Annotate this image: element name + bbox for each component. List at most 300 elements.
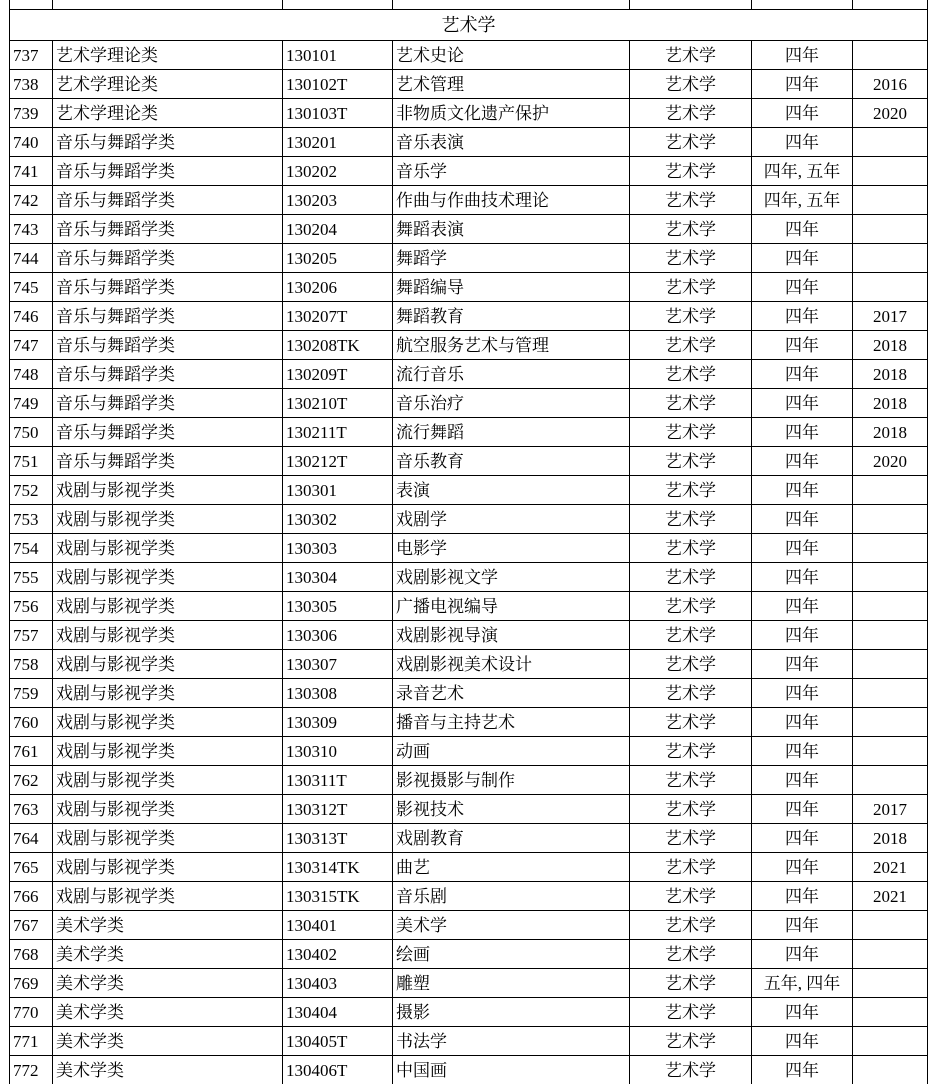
cell-category: 音乐与舞蹈学类	[53, 302, 283, 331]
cell-code: 130208TK	[283, 331, 393, 360]
cell-name: 电影学	[393, 534, 630, 563]
cell-name: 影视摄影与制作	[393, 766, 630, 795]
cell-no: 752	[10, 476, 53, 505]
cell-no: 737	[10, 41, 53, 70]
cell-discipline: 艺术学	[630, 824, 752, 853]
cell-category: 戏剧与影视学类	[53, 853, 283, 882]
table-row	[10, 969, 928, 998]
cell-added-year	[853, 534, 928, 563]
section-title: 艺术学	[10, 10, 928, 41]
cell-name: 流行音乐	[393, 360, 630, 389]
cell-years: 四年	[752, 1027, 853, 1056]
cell-code: 130304	[283, 563, 393, 592]
cell-name: 表演	[393, 476, 630, 505]
cell-added-year: 2018	[853, 418, 928, 447]
cell-years: 四年	[752, 505, 853, 534]
cell-discipline: 艺术学	[630, 70, 752, 99]
cell-no: 748	[10, 360, 53, 389]
cell-name: 播音与主持艺术	[393, 708, 630, 737]
cell-no: 741	[10, 157, 53, 186]
cell-years: 四年	[752, 70, 853, 99]
table-row	[10, 679, 928, 708]
table-row	[10, 534, 928, 563]
cell-no: 747	[10, 331, 53, 360]
cell-category: 音乐与舞蹈学类	[53, 389, 283, 418]
cell-years: 四年	[752, 824, 853, 853]
cell-category: 音乐与舞蹈学类	[53, 447, 283, 476]
cell-no: 740	[10, 128, 53, 157]
cell-added-year	[853, 679, 928, 708]
cell-category: 美术学类	[53, 1056, 283, 1084]
cell-years: 四年, 五年	[752, 186, 853, 215]
cell-name: 艺术管理	[393, 70, 630, 99]
table-row	[10, 476, 928, 505]
cell-name: 音乐剧	[393, 882, 630, 911]
cell-name: 书法学	[393, 1027, 630, 1056]
cell-code: 130404	[283, 998, 393, 1027]
cell-discipline: 艺术学	[630, 911, 752, 940]
cell-category: 戏剧与影视学类	[53, 534, 283, 563]
cell-added-year	[853, 215, 928, 244]
table-row	[10, 766, 928, 795]
cell-added-year: 2021	[853, 853, 928, 882]
cell-code: 130101	[283, 41, 393, 70]
cell-added-year	[853, 1056, 928, 1084]
cell-category: 戏剧与影视学类	[53, 563, 283, 592]
cell-years: 四年	[752, 679, 853, 708]
cell-category: 戏剧与影视学类	[53, 679, 283, 708]
cell-no: 771	[10, 1027, 53, 1056]
cell-code: 130202	[283, 157, 393, 186]
cell-added-year: 2018	[853, 360, 928, 389]
table-row	[10, 621, 928, 650]
cell-added-year	[853, 157, 928, 186]
cell-discipline: 艺术学	[630, 534, 752, 563]
table-row	[10, 70, 928, 99]
cell-years: 四年	[752, 360, 853, 389]
table-row	[10, 273, 928, 302]
cell-category: 戏剧与影视学类	[53, 882, 283, 911]
cell-discipline: 艺术学	[630, 389, 752, 418]
cell-no: 764	[10, 824, 53, 853]
cell-name: 航空服务艺术与管理	[393, 331, 630, 360]
cell-name: 艺术史论	[393, 41, 630, 70]
cell-discipline: 艺术学	[630, 1027, 752, 1056]
cell-no: 758	[10, 650, 53, 679]
cell-discipline: 艺术学	[630, 853, 752, 882]
cell-years: 四年	[752, 418, 853, 447]
cell-code: 130306	[283, 621, 393, 650]
cell-years: 四年	[752, 534, 853, 563]
cell-years: 五年, 四年	[752, 969, 853, 998]
cell-years: 四年	[752, 447, 853, 476]
cell-added-year	[853, 273, 928, 302]
cell-name: 音乐学	[393, 157, 630, 186]
cell-no: 762	[10, 766, 53, 795]
cell-code: 130405T	[283, 1027, 393, 1056]
section-heading-row	[10, 10, 928, 41]
cell-category: 戏剧与影视学类	[53, 708, 283, 737]
table-row	[10, 186, 928, 215]
cell-name: 摄影	[393, 998, 630, 1027]
table-row	[10, 99, 928, 128]
cell-category: 戏剧与影视学类	[53, 621, 283, 650]
cell-added-year	[853, 911, 928, 940]
cell-years: 四年	[752, 331, 853, 360]
cell-code: 130103T	[283, 99, 393, 128]
cell-discipline: 艺术学	[630, 476, 752, 505]
cell-name: 作曲与作曲技术理论	[393, 186, 630, 215]
cell-discipline: 艺术学	[630, 969, 752, 998]
cell-added-year	[853, 0, 928, 10]
cell-no: 753	[10, 505, 53, 534]
cell-no: 769	[10, 969, 53, 998]
table-row	[10, 853, 928, 882]
cell-category: 戏剧与影视学类	[53, 766, 283, 795]
cell-category: 艺术学理论类	[53, 41, 283, 70]
cell-no: 766	[10, 882, 53, 911]
cell-added-year: 2016	[853, 70, 928, 99]
cell-name: 雕塑	[393, 969, 630, 998]
cell-no: 768	[10, 940, 53, 969]
table-row	[10, 447, 928, 476]
cell-code: 130406T	[283, 1056, 393, 1084]
cell-no: 760	[10, 708, 53, 737]
cell-no: 743	[10, 215, 53, 244]
cell-no: 755	[10, 563, 53, 592]
cell-added-year	[853, 940, 928, 969]
cell-name: 舞蹈教育	[393, 302, 630, 331]
cell-added-year: 2020	[853, 99, 928, 128]
cell-years: 四年	[752, 476, 853, 505]
cell-code: 130205	[283, 244, 393, 273]
cell-code: 130303	[283, 534, 393, 563]
cell-discipline: 艺术学	[630, 331, 752, 360]
cell-category: 美术学类	[53, 998, 283, 1027]
cell-discipline: 艺术学	[630, 621, 752, 650]
cell-discipline: 艺术学	[630, 157, 752, 186]
cell-added-year: 2021	[853, 882, 928, 911]
table-row	[10, 592, 928, 621]
cell-no: 757	[10, 621, 53, 650]
cell-code: 130203	[283, 186, 393, 215]
cell-added-year: 2017	[853, 302, 928, 331]
cell-name: 音乐教育	[393, 447, 630, 476]
cell-category: 艺术学理论类	[53, 70, 283, 99]
cell-discipline: 艺术学	[630, 128, 752, 157]
cell-years: 四年	[752, 99, 853, 128]
cell-years: 四年	[752, 766, 853, 795]
table-row	[10, 795, 928, 824]
cell-category: 戏剧与影视学类	[53, 476, 283, 505]
cell-discipline: 艺术学	[630, 940, 752, 969]
cell-years	[752, 0, 853, 10]
cell-category: 戏剧与影视学类	[53, 824, 283, 853]
table-row	[10, 302, 928, 331]
cell-code: 130305	[283, 592, 393, 621]
cell-years: 四年	[752, 302, 853, 331]
cell-discipline: 艺术学	[630, 302, 752, 331]
cell-discipline	[630, 0, 752, 10]
cell-name: 音乐表演	[393, 128, 630, 157]
table-row	[10, 708, 928, 737]
cell-category: 戏剧与影视学类	[53, 505, 283, 534]
cell-category: 音乐与舞蹈学类	[53, 244, 283, 273]
cell-code: 130401	[283, 911, 393, 940]
cell-no: 742	[10, 186, 53, 215]
cell-no: 761	[10, 737, 53, 766]
cell-code: 130301	[283, 476, 393, 505]
cell-discipline: 艺术学	[630, 882, 752, 911]
cell-code: 130314TK	[283, 853, 393, 882]
cell-code: 130212T	[283, 447, 393, 476]
cell-added-year	[853, 476, 928, 505]
cell-code: 130302	[283, 505, 393, 534]
table-row	[10, 650, 928, 679]
cell-added-year	[853, 563, 928, 592]
cell-no: 746	[10, 302, 53, 331]
cell-discipline: 艺术学	[630, 737, 752, 766]
cell-category: 音乐与舞蹈学类	[53, 128, 283, 157]
cell-years: 四年	[752, 998, 853, 1027]
table-row	[10, 824, 928, 853]
table-row-partial-top	[10, 0, 928, 10]
cell-code: 130315TK	[283, 882, 393, 911]
cell-code: 130311T	[283, 766, 393, 795]
cell-no: 754	[10, 534, 53, 563]
cell-no: 765	[10, 853, 53, 882]
cell-no: 767	[10, 911, 53, 940]
majors-table	[9, 0, 928, 1084]
cell-years: 四年	[752, 41, 853, 70]
cell-no: 763	[10, 795, 53, 824]
table-row	[10, 737, 928, 766]
cell-category	[53, 0, 283, 10]
cell-discipline: 艺术学	[630, 650, 752, 679]
cell-code: 130403	[283, 969, 393, 998]
cell-discipline: 艺术学	[630, 244, 752, 273]
cell-discipline: 艺术学	[630, 418, 752, 447]
cell-no: 759	[10, 679, 53, 708]
cell-code: 130402	[283, 940, 393, 969]
cell-name: 戏剧影视美术设计	[393, 650, 630, 679]
table-row	[10, 1027, 928, 1056]
cell-category: 音乐与舞蹈学类	[53, 186, 283, 215]
cell-code: 130209T	[283, 360, 393, 389]
cell-code: 130310	[283, 737, 393, 766]
cell-added-year	[853, 244, 928, 273]
cell-no: 744	[10, 244, 53, 273]
cell-discipline: 艺术学	[630, 273, 752, 302]
cell-added-year	[853, 186, 928, 215]
cell-discipline: 艺术学	[630, 41, 752, 70]
cell-added-year	[853, 650, 928, 679]
cell-added-year: 2018	[853, 824, 928, 853]
cell-name: 戏剧学	[393, 505, 630, 534]
cell-discipline: 艺术学	[630, 505, 752, 534]
cell-years: 四年	[752, 737, 853, 766]
cell-code: 130210T	[283, 389, 393, 418]
cell-added-year	[853, 1027, 928, 1056]
table-row	[10, 331, 928, 360]
cell-no: 750	[10, 418, 53, 447]
cell-category: 美术学类	[53, 1027, 283, 1056]
table-row	[10, 244, 928, 273]
cell-added-year	[853, 41, 928, 70]
cell-category: 音乐与舞蹈学类	[53, 360, 283, 389]
cell-code: 130201	[283, 128, 393, 157]
cell-name: 中国画	[393, 1056, 630, 1084]
cell-years: 四年	[752, 621, 853, 650]
cell-discipline: 艺术学	[630, 1056, 752, 1084]
table-row	[10, 1056, 928, 1084]
cell-category: 音乐与舞蹈学类	[53, 215, 283, 244]
cell-discipline: 艺术学	[630, 795, 752, 824]
cell-discipline: 艺术学	[630, 215, 752, 244]
cell-category: 美术学类	[53, 940, 283, 969]
cell-category: 音乐与舞蹈学类	[53, 418, 283, 447]
cell-discipline: 艺术学	[630, 360, 752, 389]
cell-category: 艺术学理论类	[53, 99, 283, 128]
cell-discipline: 艺术学	[630, 99, 752, 128]
table-row	[10, 389, 928, 418]
table-row	[10, 940, 928, 969]
cell-name: 影视技术	[393, 795, 630, 824]
cell-category: 音乐与舞蹈学类	[53, 157, 283, 186]
cell-name: 舞蹈表演	[393, 215, 630, 244]
cell-name: 广播电视编导	[393, 592, 630, 621]
cell-no: 756	[10, 592, 53, 621]
cell-discipline: 艺术学	[630, 708, 752, 737]
cell-category: 音乐与舞蹈学类	[53, 331, 283, 360]
cell-years: 四年	[752, 911, 853, 940]
cell-years: 四年	[752, 853, 853, 882]
cell-added-year: 2018	[853, 389, 928, 418]
cell-years: 四年	[752, 940, 853, 969]
cell-no: 770	[10, 998, 53, 1027]
cell-no: 751	[10, 447, 53, 476]
cell-years: 四年	[752, 128, 853, 157]
cell-no: 739	[10, 99, 53, 128]
cell-name: 戏剧影视导演	[393, 621, 630, 650]
cell-code: 130211T	[283, 418, 393, 447]
cell-name: 舞蹈编导	[393, 273, 630, 302]
cell-years: 四年	[752, 708, 853, 737]
table-row	[10, 41, 928, 70]
table-row	[10, 157, 928, 186]
cell-years: 四年	[752, 650, 853, 679]
cell-years: 四年	[752, 273, 853, 302]
cell-discipline: 艺术学	[630, 592, 752, 621]
cell-code: 130308	[283, 679, 393, 708]
cell-no: 772	[10, 1056, 53, 1084]
cell-name	[393, 0, 630, 10]
table-row	[10, 505, 928, 534]
cell-added-year	[853, 708, 928, 737]
cell-code: 130312T	[283, 795, 393, 824]
cell-name: 曲艺	[393, 853, 630, 882]
cell-code: 130204	[283, 215, 393, 244]
cell-no: 749	[10, 389, 53, 418]
cell-discipline: 艺术学	[630, 186, 752, 215]
cell-category: 音乐与舞蹈学类	[53, 273, 283, 302]
cell-added-year	[853, 766, 928, 795]
cell-category: 戏剧与影视学类	[53, 737, 283, 766]
cell-years: 四年	[752, 244, 853, 273]
cell-added-year: 2017	[853, 795, 928, 824]
cell-years: 四年	[752, 882, 853, 911]
cell-added-year	[853, 737, 928, 766]
cell-name: 非物质文化遗产保护	[393, 99, 630, 128]
cell-code: 130207T	[283, 302, 393, 331]
cell-name: 戏剧教育	[393, 824, 630, 853]
cell-years: 四年	[752, 389, 853, 418]
cell-name: 动画	[393, 737, 630, 766]
cell-added-year: 2020	[853, 447, 928, 476]
cell-category: 戏剧与影视学类	[53, 592, 283, 621]
cell-added-year	[853, 592, 928, 621]
cell-years: 四年, 五年	[752, 157, 853, 186]
cell-discipline: 艺术学	[630, 998, 752, 1027]
cell-code: 130307	[283, 650, 393, 679]
table-row	[10, 911, 928, 940]
cell-name: 舞蹈学	[393, 244, 630, 273]
cell-category: 戏剧与影视学类	[53, 650, 283, 679]
cell-discipline: 艺术学	[630, 679, 752, 708]
cell-added-year	[853, 998, 928, 1027]
cell-code: 130102T	[283, 70, 393, 99]
cell-name: 音乐治疗	[393, 389, 630, 418]
cell-code: 130206	[283, 273, 393, 302]
table-row	[10, 128, 928, 157]
cell-name: 美术学	[393, 911, 630, 940]
cell-code: 130313T	[283, 824, 393, 853]
table-row	[10, 563, 928, 592]
cell-years: 四年	[752, 592, 853, 621]
cell-added-year	[853, 505, 928, 534]
table-row	[10, 418, 928, 447]
cell-code	[283, 0, 393, 10]
cell-no: 745	[10, 273, 53, 302]
table-row	[10, 882, 928, 911]
cell-category: 美术学类	[53, 911, 283, 940]
table-body	[10, 0, 928, 1084]
cell-discipline: 艺术学	[630, 447, 752, 476]
cell-code: 130309	[283, 708, 393, 737]
table-row	[10, 998, 928, 1027]
cell-category: 戏剧与影视学类	[53, 795, 283, 824]
cell-no	[10, 0, 53, 10]
cell-category: 美术学类	[53, 969, 283, 998]
cell-name: 录音艺术	[393, 679, 630, 708]
cell-name: 戏剧影视文学	[393, 563, 630, 592]
cell-name: 绘画	[393, 940, 630, 969]
cell-no: 738	[10, 70, 53, 99]
cell-years: 四年	[752, 795, 853, 824]
cell-discipline: 艺术学	[630, 766, 752, 795]
cell-discipline: 艺术学	[630, 563, 752, 592]
cell-added-year	[853, 128, 928, 157]
table-row	[10, 215, 928, 244]
cell-added-year: 2018	[853, 331, 928, 360]
cell-added-year	[853, 621, 928, 650]
cell-years: 四年	[752, 563, 853, 592]
cell-years: 四年	[752, 215, 853, 244]
cell-name: 流行舞蹈	[393, 418, 630, 447]
cell-added-year	[853, 969, 928, 998]
cell-years: 四年	[752, 1056, 853, 1084]
table-row	[10, 360, 928, 389]
